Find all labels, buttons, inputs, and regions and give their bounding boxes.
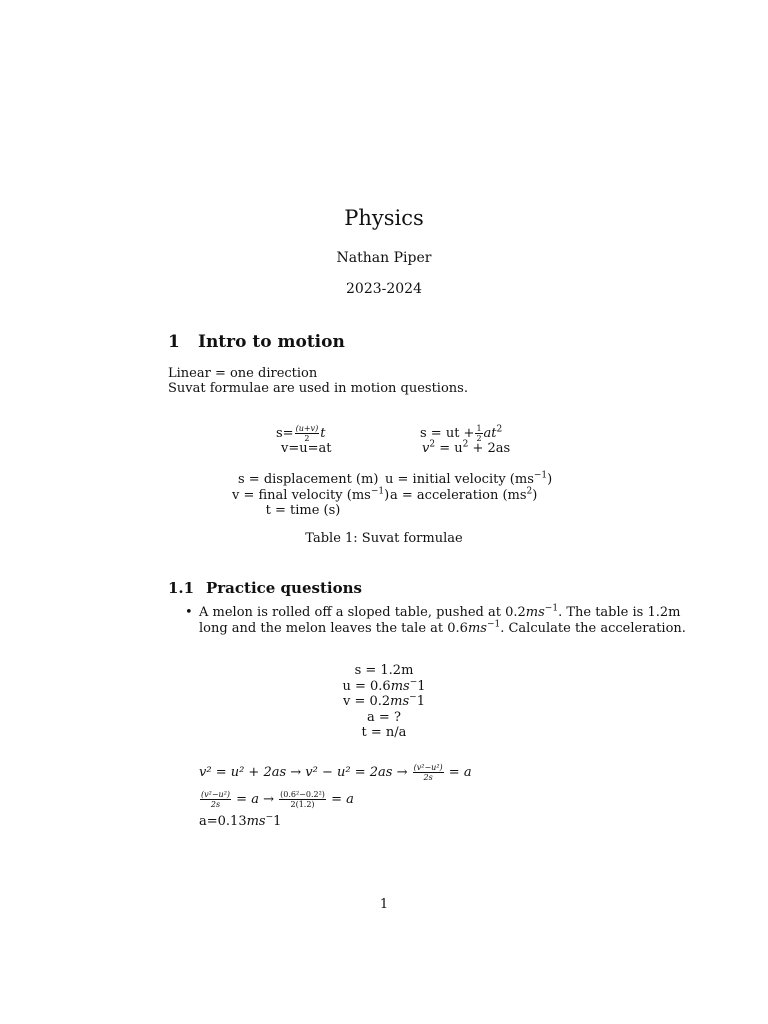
given-t: t = n/a xyxy=(361,725,407,740)
definition-s: s = displacement (m) xyxy=(238,472,379,487)
given-u: u = 0.6ms−1 xyxy=(342,677,426,694)
definition-a: a = acceleration $(ms^2)$ xyxy=(390,486,538,503)
subsection-heading xyxy=(168,579,362,597)
subsection-number: 1.1 xyxy=(168,579,195,597)
subsection-title: Practice questions xyxy=(206,579,362,597)
question-line-2: long and the melon leaves the tale at $0.6ms^{-1}$. Calculate the acceleration. xyxy=(199,619,686,636)
paragraph-line: Suvat formulae are used in motion questions. xyxy=(168,381,468,396)
formula-s-average: s= $\frac{(u+v)}{2}$ t xyxy=(276,424,326,443)
working-line-2: $\frac{\text{(v²−u²)}}{2s}$ = a → $\frac{\text{(0.6²−0.2²)}}{2(1.2)}$ = a xyxy=(201,790,354,809)
given-a: a = ? xyxy=(367,710,401,725)
given-v: v = 0.2ms−1 xyxy=(342,692,425,709)
formula-s-ut: s = ut + $\frac{1}{2}$ $at^2$ xyxy=(420,424,503,443)
formula-v-squared: $v^2 = u^2 + 2as$ xyxy=(422,439,511,456)
definition-v: v = final velocity $(ms^{-1})$ xyxy=(232,486,390,503)
document-title: Physics xyxy=(344,206,424,230)
section-heading xyxy=(168,332,345,352)
section-title: Intro to motion xyxy=(198,332,345,352)
question-line-1: A melon is rolled off a sloped table, pushed at $0.2ms^{-1}$. The table is 1.2m xyxy=(199,603,681,620)
section-number: 1 xyxy=(168,332,180,352)
author: Nathan Piper xyxy=(336,250,432,266)
given-s: s = 1.2m xyxy=(354,663,414,678)
bullet-icon: • xyxy=(185,605,193,620)
answer-line: a=0.13ms−1 xyxy=(199,812,282,829)
working-line-1: v² = u² + 2as → v² − u² = 2as → $\frac{\text{(v²−u²)}}{2s}$ = a xyxy=(199,763,472,782)
date: 2023-2024 xyxy=(346,281,422,297)
table-caption: Table 1: Suvat formulae xyxy=(305,531,463,546)
formula-v-u-at: v=u=at xyxy=(281,441,332,456)
paragraph-line: Linear = one direction xyxy=(168,366,318,381)
page-number: 1 xyxy=(379,897,389,912)
definition-t: t = time (s) xyxy=(265,503,341,518)
definition-u: u = initial velocity $(ms^{-1})$ xyxy=(385,470,553,487)
